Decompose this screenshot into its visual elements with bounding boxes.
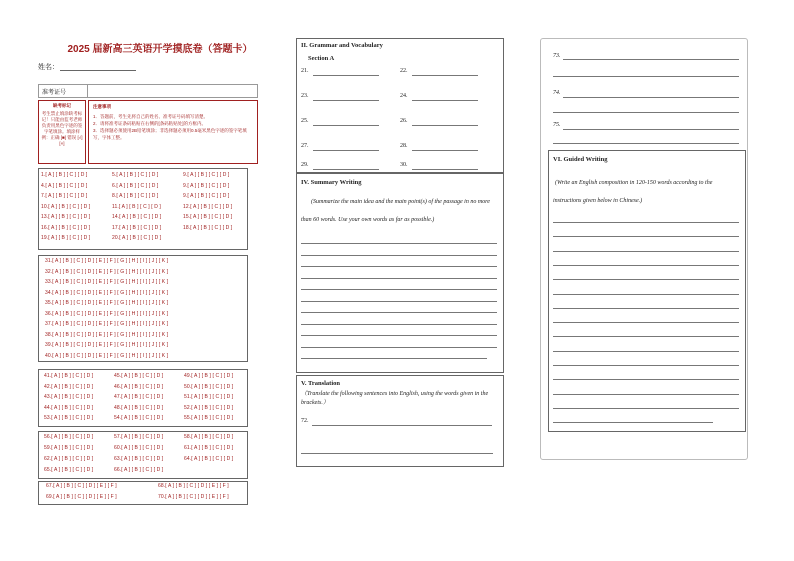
answer-option-row[interactable]: 65.[ A ] [ B ] [ C ] [ D ]: [44, 467, 94, 473]
grammar-answer-line[interactable]: [412, 169, 478, 170]
notice-title: 注意事项: [93, 104, 111, 109]
answer-option-row[interactable]: 9.[ A ] [ B ] [ C ] [ D ]: [183, 193, 230, 199]
answer-option-row[interactable]: 62.[ A ] [ B ] [ C ] [ D ]: [44, 456, 94, 462]
answer-option-row[interactable]: 17.[ A ] [ B ] [ C ] [ D ]: [112, 224, 162, 231]
translation-line[interactable]: [301, 453, 493, 454]
name-field[interactable]: [60, 70, 136, 71]
grammar-item-number: 29.: [301, 162, 309, 168]
grammar-answer-line[interactable]: [313, 75, 379, 76]
answer-option-row[interactable]: 56.[ A ] [ B ] [ C ] [ D ]: [44, 434, 94, 440]
guided-writing-line[interactable]: [553, 236, 739, 237]
grammar-answer-line[interactable]: [313, 125, 379, 126]
guided-writing-line[interactable]: [553, 251, 739, 252]
answer-option-row[interactable]: 16.[ A ] [ B ] [ C ] [ D ]: [41, 224, 91, 231]
grammar-item-number: 21.: [301, 68, 309, 74]
summary-writing-line[interactable]: [301, 278, 497, 279]
answer-option-row[interactable]: 1.[ A ] [ B ] [ C ] [ D ]: [41, 172, 88, 178]
grammar-item-number: 27.: [301, 143, 309, 149]
answer-option-row[interactable]: 60.[ A ] [ B ] [ C ] [ D ]: [114, 445, 164, 451]
translation-line[interactable]: [553, 76, 739, 77]
guided-writing-line[interactable]: [553, 336, 739, 337]
grammar-answer-line[interactable]: [412, 125, 478, 126]
summary-title: IV. Summary Writing: [301, 179, 362, 186]
answer-option-row[interactable]: 7.[ A ] [ B ] [ C ] [ D ]: [41, 193, 88, 199]
answer-option-row[interactable]: 55.[ A ] [ B ] [ C ] [ D ]: [184, 415, 234, 421]
translation-title: V. Translation: [301, 380, 341, 387]
answer-option-row[interactable]: 70.[ A ] [ B ] [ C ] [ D ] [ E ] [ F ]: [158, 494, 229, 500]
answer-option-row[interactable]: 15.[ A ] [ B ] [ C ] [ D ]: [183, 214, 233, 220]
answer-option-row[interactable]: 51.[ A ] [ B ] [ C ] [ D ]: [184, 394, 234, 400]
answer-option-row[interactable]: 53.[ A ] [ B ] [ C ] [ D ]: [44, 415, 94, 421]
translation-line[interactable]: [563, 129, 739, 130]
name-label: 姓名：: [38, 64, 59, 71]
answer-option-row[interactable]: 37.[ A ] [ B ] [ C ] [ D ] [ E ] [ F ] [ G ] [ H ] [ I ] [ J ] [ K ]: [45, 321, 169, 327]
answer-option-row[interactable]: 47.[ A ] [ B ] [ C ] [ D ]: [114, 394, 164, 400]
guided-writing-line[interactable]: [553, 308, 739, 309]
translation-instruction: （Translate the following sentences into English, using the words given in the brackets.）: [301, 391, 489, 406]
guided-writing-line[interactable]: [553, 408, 739, 409]
guided-title: VI. Guided Writing: [553, 156, 608, 163]
absent-mark-title: 缺考标记: [53, 103, 71, 108]
answer-option-row[interactable]: 46.[ A ] [ B ] [ C ] [ D ]: [114, 383, 164, 390]
answer-option-row[interactable]: 38.[ A ] [ B ] [ C ] [ D ] [ E ] [ F ] [ G ] [ H ] [ I ] [ J ] [ K ]: [45, 331, 169, 338]
absent-mark-box[interactable]: [38, 100, 86, 164]
answer-option-row[interactable]: 41.[ A ] [ B ] [ C ] [ D ]: [44, 373, 94, 379]
guided-writing-line[interactable]: [553, 351, 739, 352]
answer-option-row[interactable]: 5.[ A ] [ B ] [ C ] [ D ]: [112, 172, 159, 178]
answer-option-row[interactable]: 35.[ A ] [ B ] [ C ] [ D ] [ E ] [ F ] [ G ] [ H ] [ I ] [ J ] [ K ]: [45, 300, 169, 306]
translation-line[interactable]: [563, 97, 739, 98]
summary-writing-line[interactable]: [301, 324, 497, 325]
grammar-item-number: 25.: [301, 118, 309, 124]
guided-writing-line[interactable]: [553, 322, 739, 323]
answer-option-row[interactable]: 8.[ A ] [ B ] [ C ] [ D ]: [112, 193, 159, 199]
notice-item: 2．请将准考证条码粘贴在右侧的[条码粘贴处]的方框内。: [93, 121, 207, 126]
answer-option-row[interactable]: 50.[ A ] [ B ] [ C ] [ D ]: [184, 383, 234, 390]
summary-writing-line[interactable]: [301, 243, 497, 244]
answer-option-row[interactable]: 6.[ A ] [ B ] [ C ] [ D ]: [112, 182, 159, 189]
answer-option-row[interactable]: 63.[ A ] [ B ] [ C ] [ D ]: [114, 456, 164, 462]
grammar-item-number: 28.: [400, 143, 408, 149]
grammar-item-number: 24.: [400, 93, 408, 99]
answer-option-row[interactable]: 69.[ A ] [ B ] [ C ] [ D ] [ E ] [ F ]: [46, 494, 117, 500]
grammar-answer-line[interactable]: [313, 169, 379, 170]
grammar-item-number: 30.: [400, 162, 408, 168]
exam-id-label: 准考证号: [38, 84, 88, 98]
guided-writing-line[interactable]: [553, 422, 713, 423]
summary-instruction: (Summarize the main idea and the main point(s) of the passage in no more than 60 words. Use your own words as far as possible.): [301, 199, 490, 223]
summary-writing-line[interactable]: [301, 335, 497, 336]
grammar-answer-line[interactable]: [313, 150, 379, 151]
translation-line[interactable]: [312, 425, 492, 426]
answer-option-row[interactable]: 36.[ A ] [ B ] [ C ] [ D ] [ E ] [ F ] [ G ] [ H ] [ I ] [ J ] [ K ]: [45, 310, 169, 317]
exam-id-grid[interactable]: [88, 84, 258, 98]
grammar-item-number: 23.: [301, 93, 309, 99]
absent-mark-text: 考生禁止填涂缺考标记！只能由监考老师负责用黑色字迹的签字笔填涂。填涂样例：正确 [■] 错误 [√][×]: [41, 111, 83, 146]
answer-option-row[interactable]: 33.[ A ] [ B ] [ C ] [ D ] [ E ] [ F ] [ G ] [ H ] [ I ] [ J ] [ K ]: [45, 279, 169, 285]
answer-option-row[interactable]: 54.[ A ] [ B ] [ C ] [ D ]: [114, 415, 164, 421]
guided-writing-line[interactable]: [553, 365, 739, 366]
answer-option-row[interactable]: 4.[ A ] [ B ] [ C ] [ D ]: [41, 182, 88, 189]
grammar-item-number: 26.: [400, 118, 408, 124]
translation-line[interactable]: [563, 59, 739, 60]
answer-option-row[interactable]: 43.[ A ] [ B ] [ C ] [ D ]: [44, 394, 94, 400]
answer-option-row[interactable]: 44.[ A ] [ B ] [ C ] [ D ]: [44, 404, 94, 411]
answer-option-row[interactable]: 34.[ A ] [ B ] [ C ] [ D ] [ E ] [ F ] [ G ] [ H ] [ I ] [ J ] [ K ]: [45, 289, 169, 296]
guided-writing-line[interactable]: [553, 222, 739, 223]
page-title: 2025 届新高三英语开学摸底卷（答题卡）: [67, 44, 253, 55]
translation-line[interactable]: [553, 112, 739, 113]
grammar-title: II. Grammar and Vocabulary: [301, 42, 383, 49]
summary-writing-line[interactable]: [301, 358, 487, 359]
translation-item-number: 75.: [553, 122, 561, 128]
answer-option-row[interactable]: 12.[ A ] [ B ] [ C ] [ D ]: [183, 203, 233, 210]
guided-writing-line[interactable]: [553, 265, 739, 266]
answer-option-row[interactable]: 32.[ A ] [ B ] [ C ] [ D ] [ E ] [ F ] [ G ] [ H ] [ I ] [ J ] [ K ]: [45, 268, 169, 275]
answer-option-row[interactable]: 40.[ A ] [ B ] [ C ] [ D ] [ E ] [ F ] [ G ] [ H ] [ I ] [ J ] [ K ]: [45, 352, 169, 359]
answer-option-row[interactable]: 45.[ A ] [ B ] [ C ] [ D ]: [114, 373, 164, 379]
answer-option-row[interactable]: 11.[ A ] [ B ] [ C ] [ D ]: [112, 203, 161, 210]
answer-option-row[interactable]: 9.[ A ] [ B ] [ C ] [ D ]: [183, 172, 230, 178]
grammar-answer-line[interactable]: [412, 75, 478, 76]
grammar-answer-line[interactable]: [412, 150, 478, 151]
notice-box: [88, 100, 258, 164]
grammar-subtitle: Section A: [308, 55, 335, 62]
answer-option-row[interactable]: 13.[ A ] [ B ] [ C ] [ D ]: [41, 214, 91, 220]
answer-option-row[interactable]: 66.[ A ] [ B ] [ C ] [ D ]: [114, 467, 164, 473]
answer-option-row[interactable]: 64.[ A ] [ B ] [ C ] [ D ]: [184, 456, 234, 462]
summary-writing-line[interactable]: [301, 312, 497, 313]
grammar-item-number: 22.: [400, 68, 408, 74]
answer-option-row[interactable]: 52.[ A ] [ B ] [ C ] [ D ]: [184, 404, 234, 411]
answer-option-row[interactable]: 10.[ A ] [ B ] [ C ] [ D ]: [41, 203, 91, 210]
answer-option-row[interactable]: 68.[ A ] [ B ] [ C ] [ D ] [ E ] [ F ]: [158, 483, 229, 489]
answer-option-row[interactable]: 59.[ A ] [ B ] [ C ] [ D ]: [44, 445, 94, 451]
answer-option-row[interactable]: 67.[ A ] [ B ] [ C ] [ D ] [ E ] [ F ]: [46, 483, 117, 489]
summary-writing-line[interactable]: [301, 289, 497, 290]
answer-option-row[interactable]: 18.[ A ] [ B ] [ C ] [ D ]: [183, 224, 233, 231]
grammar-answer-line[interactable]: [313, 100, 379, 101]
answer-option-row[interactable]: 48.[ A ] [ B ] [ C ] [ D ]: [114, 404, 164, 411]
guided-writing-line[interactable]: [553, 379, 739, 380]
answer-option-row[interactable]: 20.[ A ] [ B ] [ C ] [ D ]: [112, 235, 162, 241]
answer-option-row[interactable]: 39.[ A ] [ B ] [ C ] [ D ] [ E ] [ F ] [ G ] [ H ] [ I ] [ J ] [ K ]: [45, 342, 169, 348]
answer-option-row[interactable]: 31.[ A ] [ B ] [ C ] [ D ] [ E ] [ F ] [ G ] [ H ] [ I ] [ J ] [ K ]: [45, 258, 169, 264]
summary-writing-line[interactable]: [301, 266, 497, 267]
answer-option-row[interactable]: 19.[ A ] [ B ] [ C ] [ D ]: [41, 235, 91, 241]
notice-item: 1．答题前，考生先将自己的姓名、准考证号码填写清楚。: [93, 114, 209, 119]
summary-writing-line[interactable]: [301, 347, 497, 348]
answer-option-row[interactable]: 42.[ A ] [ B ] [ C ] [ D ]: [44, 383, 94, 390]
guided-instruction: (Write an English composition in 120-150 words according to the instructions given below in Chinese.): [553, 180, 713, 204]
answer-option-row[interactable]: 61.[ A ] [ B ] [ C ] [ D ]: [184, 445, 234, 451]
answer-option-row[interactable]: 49.[ A ] [ B ] [ C ] [ D ]: [184, 373, 234, 379]
translation-item-number: 73.: [553, 53, 561, 59]
guided-writing-line[interactable]: [553, 294, 739, 295]
answer-option-row[interactable]: 58.[ A ] [ B ] [ C ] [ D ]: [184, 434, 234, 440]
translation-line[interactable]: [553, 143, 739, 144]
guided-writing-line[interactable]: [553, 279, 739, 280]
grammar-answer-line[interactable]: [412, 100, 478, 101]
answer-option-row[interactable]: 9.[ A ] [ B ] [ C ] [ D ]: [183, 182, 230, 189]
guided-writing-line[interactable]: [553, 394, 739, 395]
translation-item-number: 74.: [553, 90, 561, 96]
translation-item-number: 72.: [301, 418, 309, 424]
answer-option-row[interactable]: 14.[ A ] [ B ] [ C ] [ D ]: [112, 214, 162, 220]
summary-writing-line[interactable]: [301, 301, 497, 302]
summary-writing-line[interactable]: [301, 255, 497, 256]
notice-item: 3．选择题必须使用2B铅笔填涂；非选择题必须用0.5毫米黑色字迹的签字笔填写，字体工整。: [93, 128, 247, 140]
answer-option-row[interactable]: 57.[ A ] [ B ] [ C ] [ D ]: [114, 434, 164, 440]
